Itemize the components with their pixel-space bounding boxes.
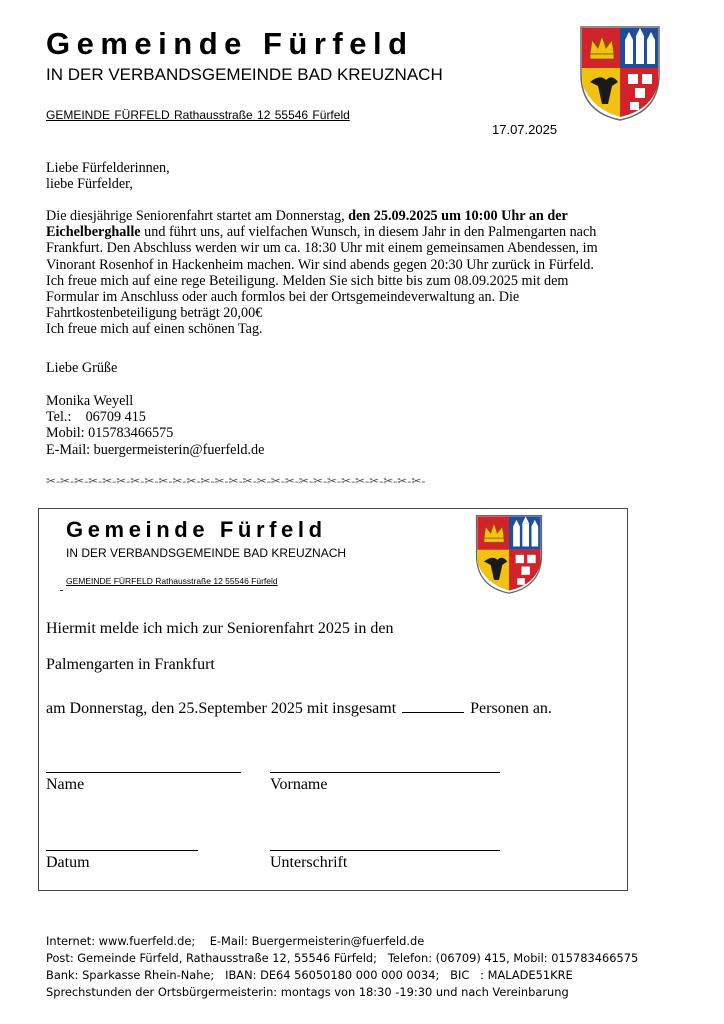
- greeting: [46, 160, 170, 192]
- signature-block: [46, 393, 264, 458]
- closing: Liebe Grüße: [46, 360, 118, 376]
- coat-of-arms-icon: [474, 513, 544, 595]
- letter-date: 17.07.2025: [492, 122, 558, 137]
- form-line: Hiermit melde ich mich zur Seniorenfahrt 2025 in den: [46, 620, 394, 637]
- datum-field[interactable]: [46, 850, 198, 851]
- page-title: Gemeinde Fürfeld: [46, 26, 414, 61]
- footer-line: Bank: Sparkasse Rhein-Nahe; IBAN: DE64 56050180 000 000 0034; BIC : MALADE51KRE: [46, 968, 573, 982]
- form-line: [46, 698, 552, 718]
- form-mark: [60, 590, 63, 591]
- name-field[interactable]: [46, 772, 241, 773]
- paragraph-date-location: den 25.09.2025 um 10:00 Uhr an der Eichelberghalle: [46, 208, 568, 241]
- vorname-label: Vorname: [270, 776, 328, 793]
- paragraph-line: Formular im Anschluss oder auch formlos bei der Ortsgemeindeverwaltung an. Die: [46, 289, 520, 306]
- signature-name: Monika Weyell: [46, 393, 134, 409]
- persons-count-field[interactable]: [402, 698, 464, 713]
- coat-of-arms-icon: [578, 24, 662, 122]
- form-line: Palmengarten in Frankfurt: [46, 656, 215, 673]
- form-title: Gemeinde Fürfeld: [66, 517, 327, 542]
- footer-line: Sprechstunden der Ortsbürgermeisterin: montags von 18:30 -19:30 und nach Vereinbarung: [46, 985, 569, 999]
- greeting-line: liebe Fürfelder,: [46, 176, 133, 193]
- paragraph-line: Ich freue mich auf einen schönen Tag.: [46, 321, 263, 338]
- footer: [46, 933, 638, 1001]
- footer-line: Internet: www.fuerfeld.de; E-Mail: Buergermeisterin@fuerfeld.de: [46, 934, 425, 948]
- form-line-text: am Donnerstag, den 25.September 2025 mit insgesamt: [46, 700, 397, 717]
- datum-label: Datum: [46, 854, 90, 871]
- signature-email: E-Mail: buergermeisterin@fuerfeld.de: [46, 441, 265, 458]
- vorname-field[interactable]: [270, 772, 500, 773]
- paragraph-line: Fahrtkostenbeteiligung beträgt 20,00€: [46, 305, 263, 322]
- form-line-text: Personen an.: [470, 700, 552, 717]
- unterschrift-label: Unterschrift: [270, 854, 348, 871]
- footer-line: Post: Gemeinde Fürfeld, Rathausstraße 12, 55546 Fürfeld; Telefon: (06709) 415, Mobil: 015783466575: [46, 951, 639, 965]
- unterschrift-field[interactable]: [270, 850, 500, 851]
- paragraph-intro: Die diesjährige Seniorenfahrt startet am Donnerstag,: [46, 208, 349, 224]
- scissors-cut-line: ✂-✂-✂-✂-✂-✂-✂-✂-✂-✂-✂-✂-✂-✂-✂-✂-✂-✂-✂-✂-✂-✂-✂-✂-✂-✂-✂-: [46, 474, 426, 488]
- greeting-line: Liebe Fürfelderinnen,: [46, 160, 170, 176]
- sender-address: GEMEINDE FÜRFELD Rathausstraße 12 55546 Fürfeld: [46, 108, 350, 122]
- name-label: Name: [46, 776, 85, 793]
- form-subtitle: IN DER VERBANDSGEMEINDE BAD KREUZNACH: [66, 546, 347, 560]
- form-address: GEMEINDE FÜRFELD Rathausstraße 12 55546 Fürfeld: [66, 576, 278, 586]
- paragraph-line: Ich freue mich auf eine rege Beteiligung. Melden Sie sich bitte bis zum 08.09.2025 mit dem: [46, 272, 569, 289]
- letter-paragraph: [46, 208, 626, 338]
- page-subtitle: IN DER VERBANDSGEMEINDE BAD KREUZNACH: [46, 65, 443, 84]
- signature-mobil: Mobil: 015783466575: [46, 425, 174, 442]
- paragraph-details: und führt uns, auf vielfachen Wunsch, in diesem Jahr in den Palmengarten nach Frankfurt. Den Abschluss werden wir um ca. 18:30 Uhr mit einem gemeinsamen Abendessen, im Vinorant Rosenhof in Hackenheim machen. Wir sind abends gegen 20:30 Uhr zurück in Fürfeld.: [46, 224, 598, 273]
- signature-tel: Tel.: 06709 415: [46, 409, 146, 426]
